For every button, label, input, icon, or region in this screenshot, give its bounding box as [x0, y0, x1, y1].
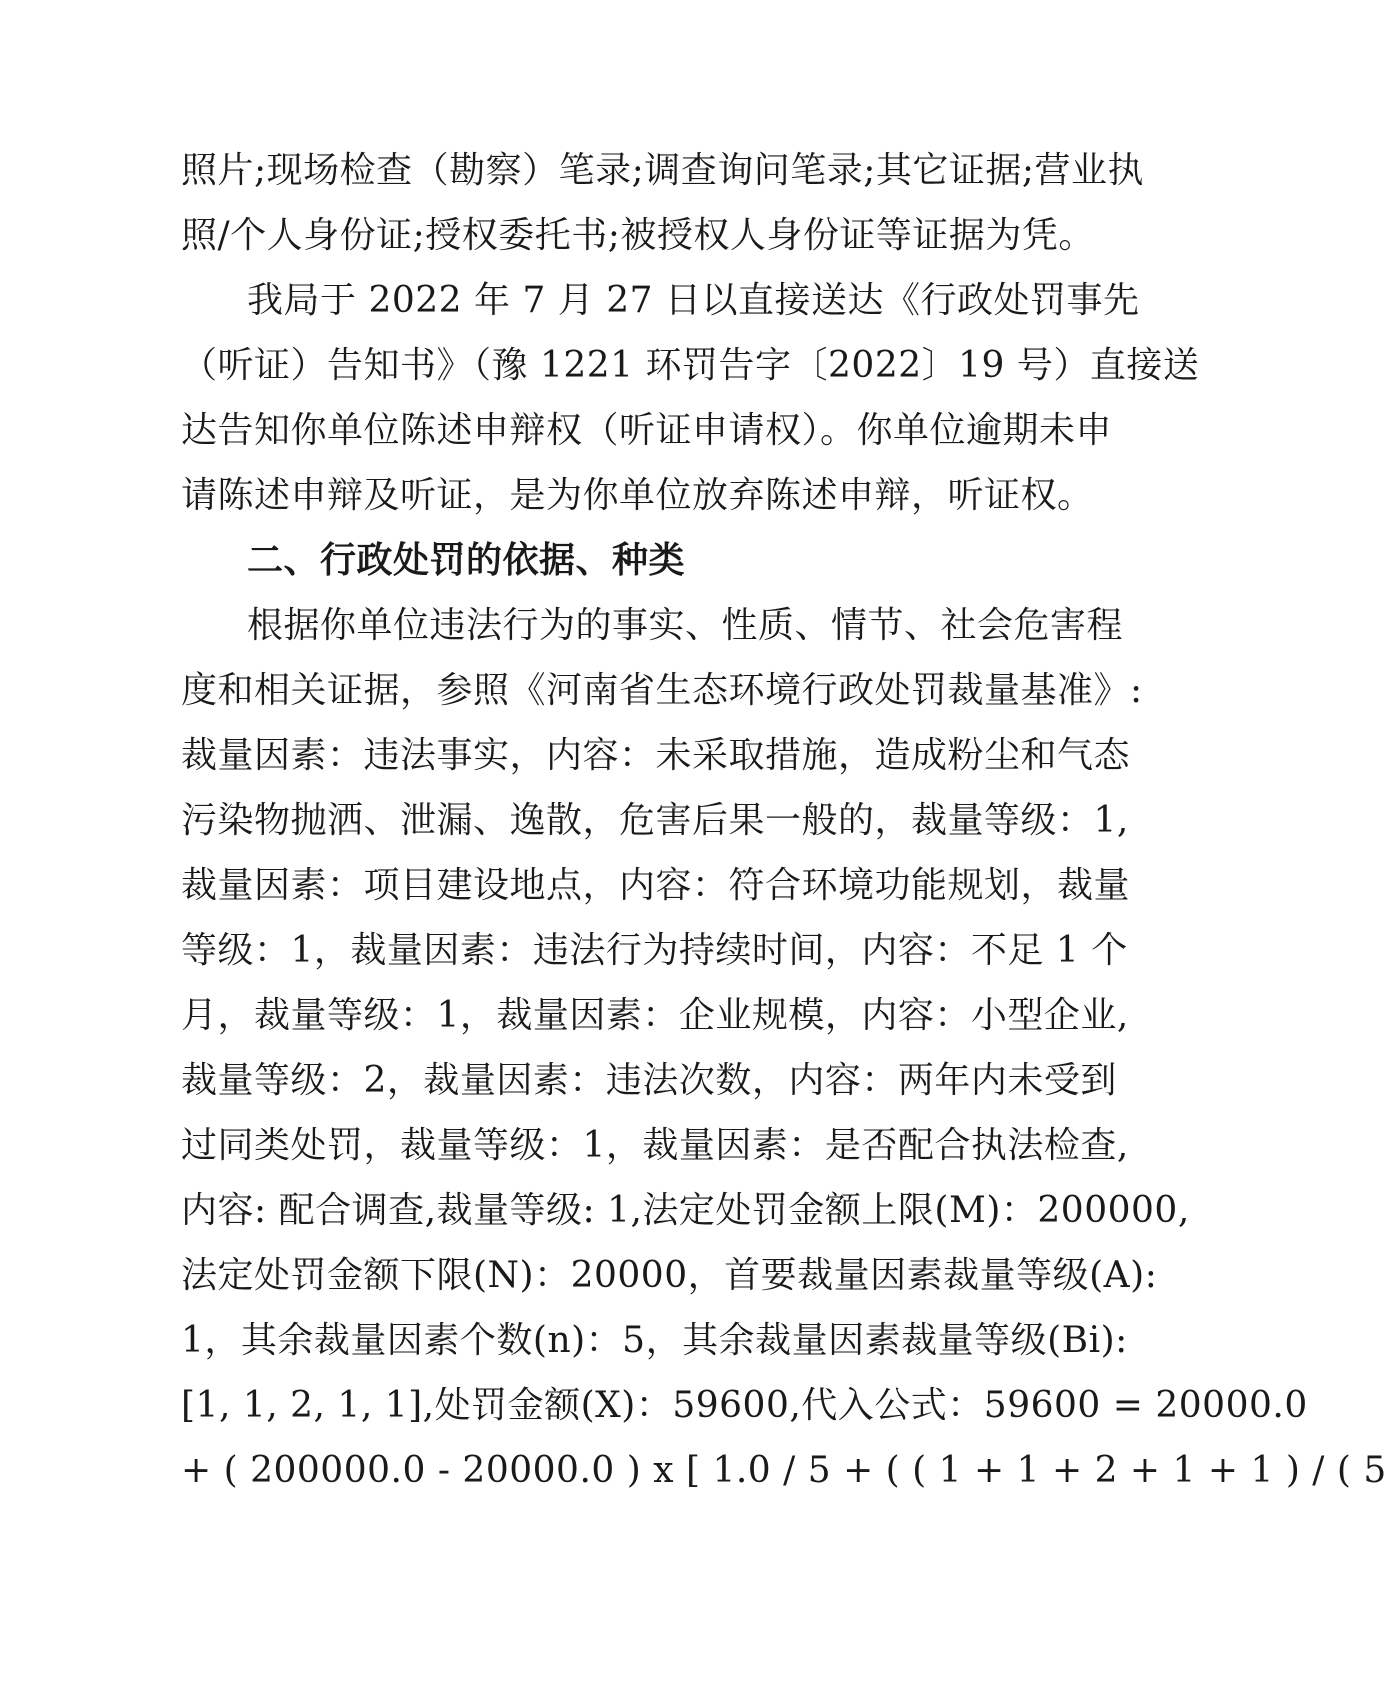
body-line: 根据你单位违法行为的事实、性质、情节、社会危害程	[247, 605, 1124, 646]
body-line: 1，其余裁量因素个数(n)：5，其余裁量因素裁量等级(Bi):	[181, 1320, 1128, 1361]
body-line: 达告知你单位陈述申辩权（听证申请权）。你单位逾期未申	[181, 410, 1113, 451]
body-line: 等级：1，裁量因素：违法行为持续时间，内容：不足 1 个	[181, 930, 1128, 971]
section-heading: 二、行政处罚的依据、种类	[247, 540, 686, 581]
body-line: [1, 1, 2, 1, 1],处罚金额(X)：59600,代入公式：59600 = 20000.0	[181, 1385, 1308, 1426]
body-line: （听证）告知书》（豫 1221 环罚告字〔2022〕19 号）直接送	[181, 345, 1200, 386]
body-line: 我局于 2022 年 7 月 27 日以直接送达《行政处罚事先	[247, 280, 1140, 321]
document-body	[181, 138, 1387, 1503]
body-line: 内容: 配合调查,裁量等级: 1,法定处罚金额上限(M)：200000,	[181, 1190, 1190, 1231]
body-line: 月，裁量等级：1，裁量因素：企业规模，内容：小型企业,	[181, 995, 1129, 1036]
body-line: + ( 200000.0 - 20000.0 ) x [ 1.0 / 5 + ( ( 1 + 1 + 2 + 1 + 1 ) / ( 5	[181, 1450, 1387, 1491]
body-line: 请陈述申辩及听证，是为你单位放弃陈述申辩，听证权。	[181, 475, 1094, 516]
body-line: 裁量因素：项目建设地点，内容：符合环境功能规划，裁量	[181, 865, 1131, 906]
body-line: 裁量等级：2，裁量因素：违法次数，内容：两年内未受到	[181, 1060, 1117, 1101]
body-line: 度和相关证据，参照《河南省生态环境行政处罚裁量基准》:	[181, 670, 1143, 711]
body-line: 裁量因素：违法事实，内容：未采取措施，造成粉尘和气态	[181, 735, 1131, 776]
body-line: 污染物抛洒、泄漏、逸散，危害后果一般的，裁量等级：1,	[181, 800, 1129, 841]
body-line: 照/个人身份证;授权委托书;被授权人身份证等证据为凭。	[181, 215, 1095, 256]
body-line: 照片;现场检查（勘察）笔录;调查询问笔录;其它证据;营业执	[181, 150, 1145, 191]
body-line: 过同类处罚，裁量等级：1，裁量因素：是否配合执法检查,	[181, 1125, 1129, 1166]
body-line: 法定处罚金额下限(N)：20000，首要裁量因素裁量等级(A):	[181, 1255, 1158, 1296]
